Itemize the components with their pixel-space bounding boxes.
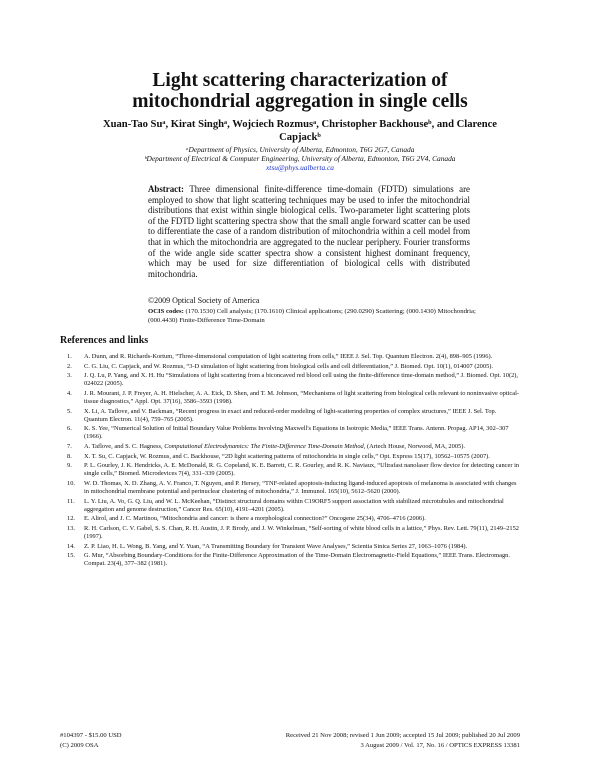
- reference-number: 15.: [67, 552, 75, 560]
- page-footer: [60, 731, 520, 751]
- reference-number: 14.: [67, 542, 75, 550]
- reference-text: P. L. Gourley, J. K. Hendricks, A. E. McDonald, R. G. Copeland, K. E. Barrett, C. R. Gourley, and R. K. Naviaux, “Ultrafast nanolaser flow device for detecting cancer in single cells,” Biomed. Microdevices 7(4), 331–339 (2005).: [84, 462, 520, 478]
- journal-citation: 3 August 2009 / Vol. 17, No. 16 / OPTICS EXPRESS 13381: [360, 742, 520, 749]
- reference-text: [84, 443, 465, 450]
- author-list: [80, 119, 520, 144]
- reference-book-title: Computational Electrodynamics: The Finite-Difference Time-Domain Method: [164, 443, 364, 451]
- article-price: #104397 - $15.00 USD: [60, 732, 122, 739]
- reference-number: 13.: [67, 525, 75, 533]
- title-line-1: Light scattering characterization of: [152, 70, 448, 91]
- reference-item: [60, 480, 520, 496]
- reference-number: 4.: [67, 389, 72, 397]
- affiliation-a: ᵃDepartment of Physics, University of Alberta, Edmonton, T6G 2G7, Canada: [185, 145, 415, 154]
- paper-title: [60, 70, 540, 112]
- title-line-2: mitochondrial aggregation in single cells: [132, 91, 468, 112]
- reference-text-post: , (Artech House, Norwood, MA, 2005).: [363, 443, 465, 451]
- footer-row-1: [60, 731, 520, 741]
- reference-list: [60, 353, 520, 570]
- reference-item: [60, 363, 520, 371]
- abstract-label: Abstract:: [148, 184, 184, 194]
- reference-text: X. T. Su, C. Capjack, W. Rozmus, and C. Backhouse, “2D light scattering patterns of mitochondria in single cells,” Opt. Express 15(17), 10562–10575 (2007).: [84, 452, 490, 460]
- footer-row-2: [60, 741, 520, 751]
- reference-text: Z. P. Liao, H. L. Wong, B. Yang, and Y. Yuan, “A Transmitting Boundary for Transient Wave Analyses,” Scientia Sinica Series 27, 1063–1076 (1984).: [84, 542, 468, 550]
- copyright-notice: ©2009 Optical Society of America: [148, 296, 260, 305]
- reference-number: 7.: [67, 443, 72, 451]
- ocis-codes: [148, 308, 478, 325]
- reference-text: A. Dunn, and R. Richards-Kortum, “Three-dimensional computation of light scattering from cells,” IEEE J. Sel. Top. Quantum Electron. 2(4), 898–905 (1996).: [84, 353, 493, 360]
- reference-item: [60, 552, 520, 568]
- reference-item: [60, 353, 520, 361]
- ocis-text: (170.1530) Cell analysis; (170.1610) Clinical applications; (290.0290) Scattering; (000.1430) Mitochondria; (000.4430) Finite-Difference Time-Domain: [148, 308, 476, 324]
- reference-item: [60, 453, 520, 461]
- reference-item: [60, 515, 520, 523]
- reference-text-pre: A. Taflove, and S. C. Hagness,: [84, 443, 165, 451]
- reference-number: 8.: [67, 452, 72, 460]
- reference-item: [60, 408, 520, 424]
- ocis-label: OCIS codes:: [148, 308, 184, 315]
- reference-text: G. Mur, “Absorbing Boundary-Conditions for the Finite-Difference Approximation of the Time-Domain Electromagnetic-Field Equations,” IEEE Trans. Electromagn. Compat. 23(4), 377–382 (1981).: [84, 552, 510, 568]
- reference-item: [60, 462, 520, 478]
- reference-item: [60, 498, 520, 514]
- reference-item: [60, 372, 520, 388]
- reference-text: J. Q. Lu, P. Yang, and X. H. Hu “Simulations of light scattering from a biconcaved red blood cell using the finite-difference time-domain method,” J. Biomed. Opt. 10(2), 024022 (2005).: [84, 372, 519, 388]
- reference-text: X. Li, A. Taflove, and V. Backman, “Recent progress in exact and reduced-order modeling of light-scattering properties of complex structures,” IEEE J. Sel. Top. Quantum Electron. 11(4), 759–765 (2005).: [84, 407, 497, 423]
- authors-line-2: Capjackᵇ: [279, 131, 321, 143]
- footer-copyright: (C) 2009 OSA: [60, 742, 99, 749]
- reference-number: 6.: [67, 425, 72, 433]
- reference-text: J. R. Mourant, J. P. Freyer, A. H. Hielscher, A. A. Eick, D. Shen, and T. M. Johnson, “Mechanisms of light scattering from biological cells relevant to noninvasive optical-tissue diagnostics,” Appl. Opt. 37(16), 3586–3593 (1998).: [84, 389, 519, 406]
- reference-text: E. Alirol, and J. C. Martinou, “Mitochondria and cancer: is there a morphological connection?” Oncogene 25(34), 4706–4716 (2006).: [84, 515, 426, 523]
- reference-item: [60, 525, 520, 541]
- abstract-text: Three dimensional finite-difference time-domain (FDTD) simulations are employed to show that light scattering techniques may be used to infer the mitochondrial distributions that exist within single biological cells. Two-parameter light scattering plots of the FDTD light scattering spectra show that the small angle forward scatter can be used to differentiate the case of a random distribution of mitochondria within a cell model from that in which the mitochondria are aggregated to the nuclear periphery. Fourier transforms of the wide angle side scatter spectra show a consistent highest dominant frequency, which may be used for size differentiation of biological cells with distributed mitochondria.: [148, 184, 470, 279]
- reference-item: [60, 425, 520, 441]
- affiliations: [70, 145, 530, 172]
- reference-text: L. Y. Liu, A. Vo, G. Q. Liu, and W. L. McKeehan, “Distinct structural domains within C19ORF5 support association with stabilized microtubules and mitochondrial aggregation and genome destruction,” Cancer Res. 65(10), 4191–4201 (2005).: [84, 497, 504, 513]
- reference-number: 10.: [67, 480, 75, 487]
- authors-line-1: Xuan-Tao Suᵃ, Kirat Singhᵃ, Wojciech Rozmusᵃ, Christopher Backhouseᵇ, and Clarence: [102, 119, 498, 130]
- reference-number: 12.: [67, 515, 75, 523]
- reference-text: R. H. Carlson, C. V. Gabel, S. S. Chan, R. H. Austin, J. P. Brody, and J. W. Winkelman, “Self-sorting of white blood cells in a lattice,” Phys. Rev. Lett. 79(11), 2149–2152 (1997).: [84, 525, 519, 541]
- references-heading: References and links: [60, 335, 149, 346]
- reference-number: 3.: [67, 372, 72, 380]
- reference-text: K. S. Yee, “Numerical Solution of Initial Boundary Value Problems Involving Maxwell's Equations in Isotropic Media,” IEEE Trans. Antenn. Propag. AP14, 302–307 (1966).: [84, 425, 509, 441]
- reference-item: [60, 443, 520, 451]
- reference-item: [60, 390, 520, 406]
- reference-number: 11.: [67, 497, 75, 505]
- publication-history: Received 21 Nov 2008; revised 1 Jun 2009; accepted 15 Jul 2009; published 20 Jul 2009: [285, 732, 520, 739]
- reference-text: C. G. Liu, C. Capjack, and W. Rozmus, “3-D simulation of light scattering from biological cells and cell differentiation,” J. Biomed. Opt. 10(1), 014007 (2005).: [84, 362, 493, 370]
- author-email-link[interactable]: xtsu@phys.ualberta.ca: [266, 163, 334, 172]
- affiliation-b: ᵇDepartment of Electrical & Computer Engineering, University of Alberta, Edmonton, T6G 2V4, Canada: [144, 154, 456, 163]
- reference-number: 2.: [67, 362, 72, 370]
- reference-item: [60, 543, 520, 551]
- abstract: [148, 184, 470, 279]
- reference-number: 9.: [67, 462, 72, 470]
- reference-text: W. D. Thomas, X. D. Zhang, A. V. Franco, T. Nguyen, and P. Hersey, “TNF-related apoptosis-inducing ligand-induced apoptosis of melanoma is associated with changes in mitochondrial membrane potential and perinuclear clustering of mitochondria,” J. Immunol. 165(10), 5612–5620 (2000).: [84, 480, 517, 496]
- reference-number: 5.: [67, 407, 72, 415]
- reference-number: 1.: [67, 353, 72, 360]
